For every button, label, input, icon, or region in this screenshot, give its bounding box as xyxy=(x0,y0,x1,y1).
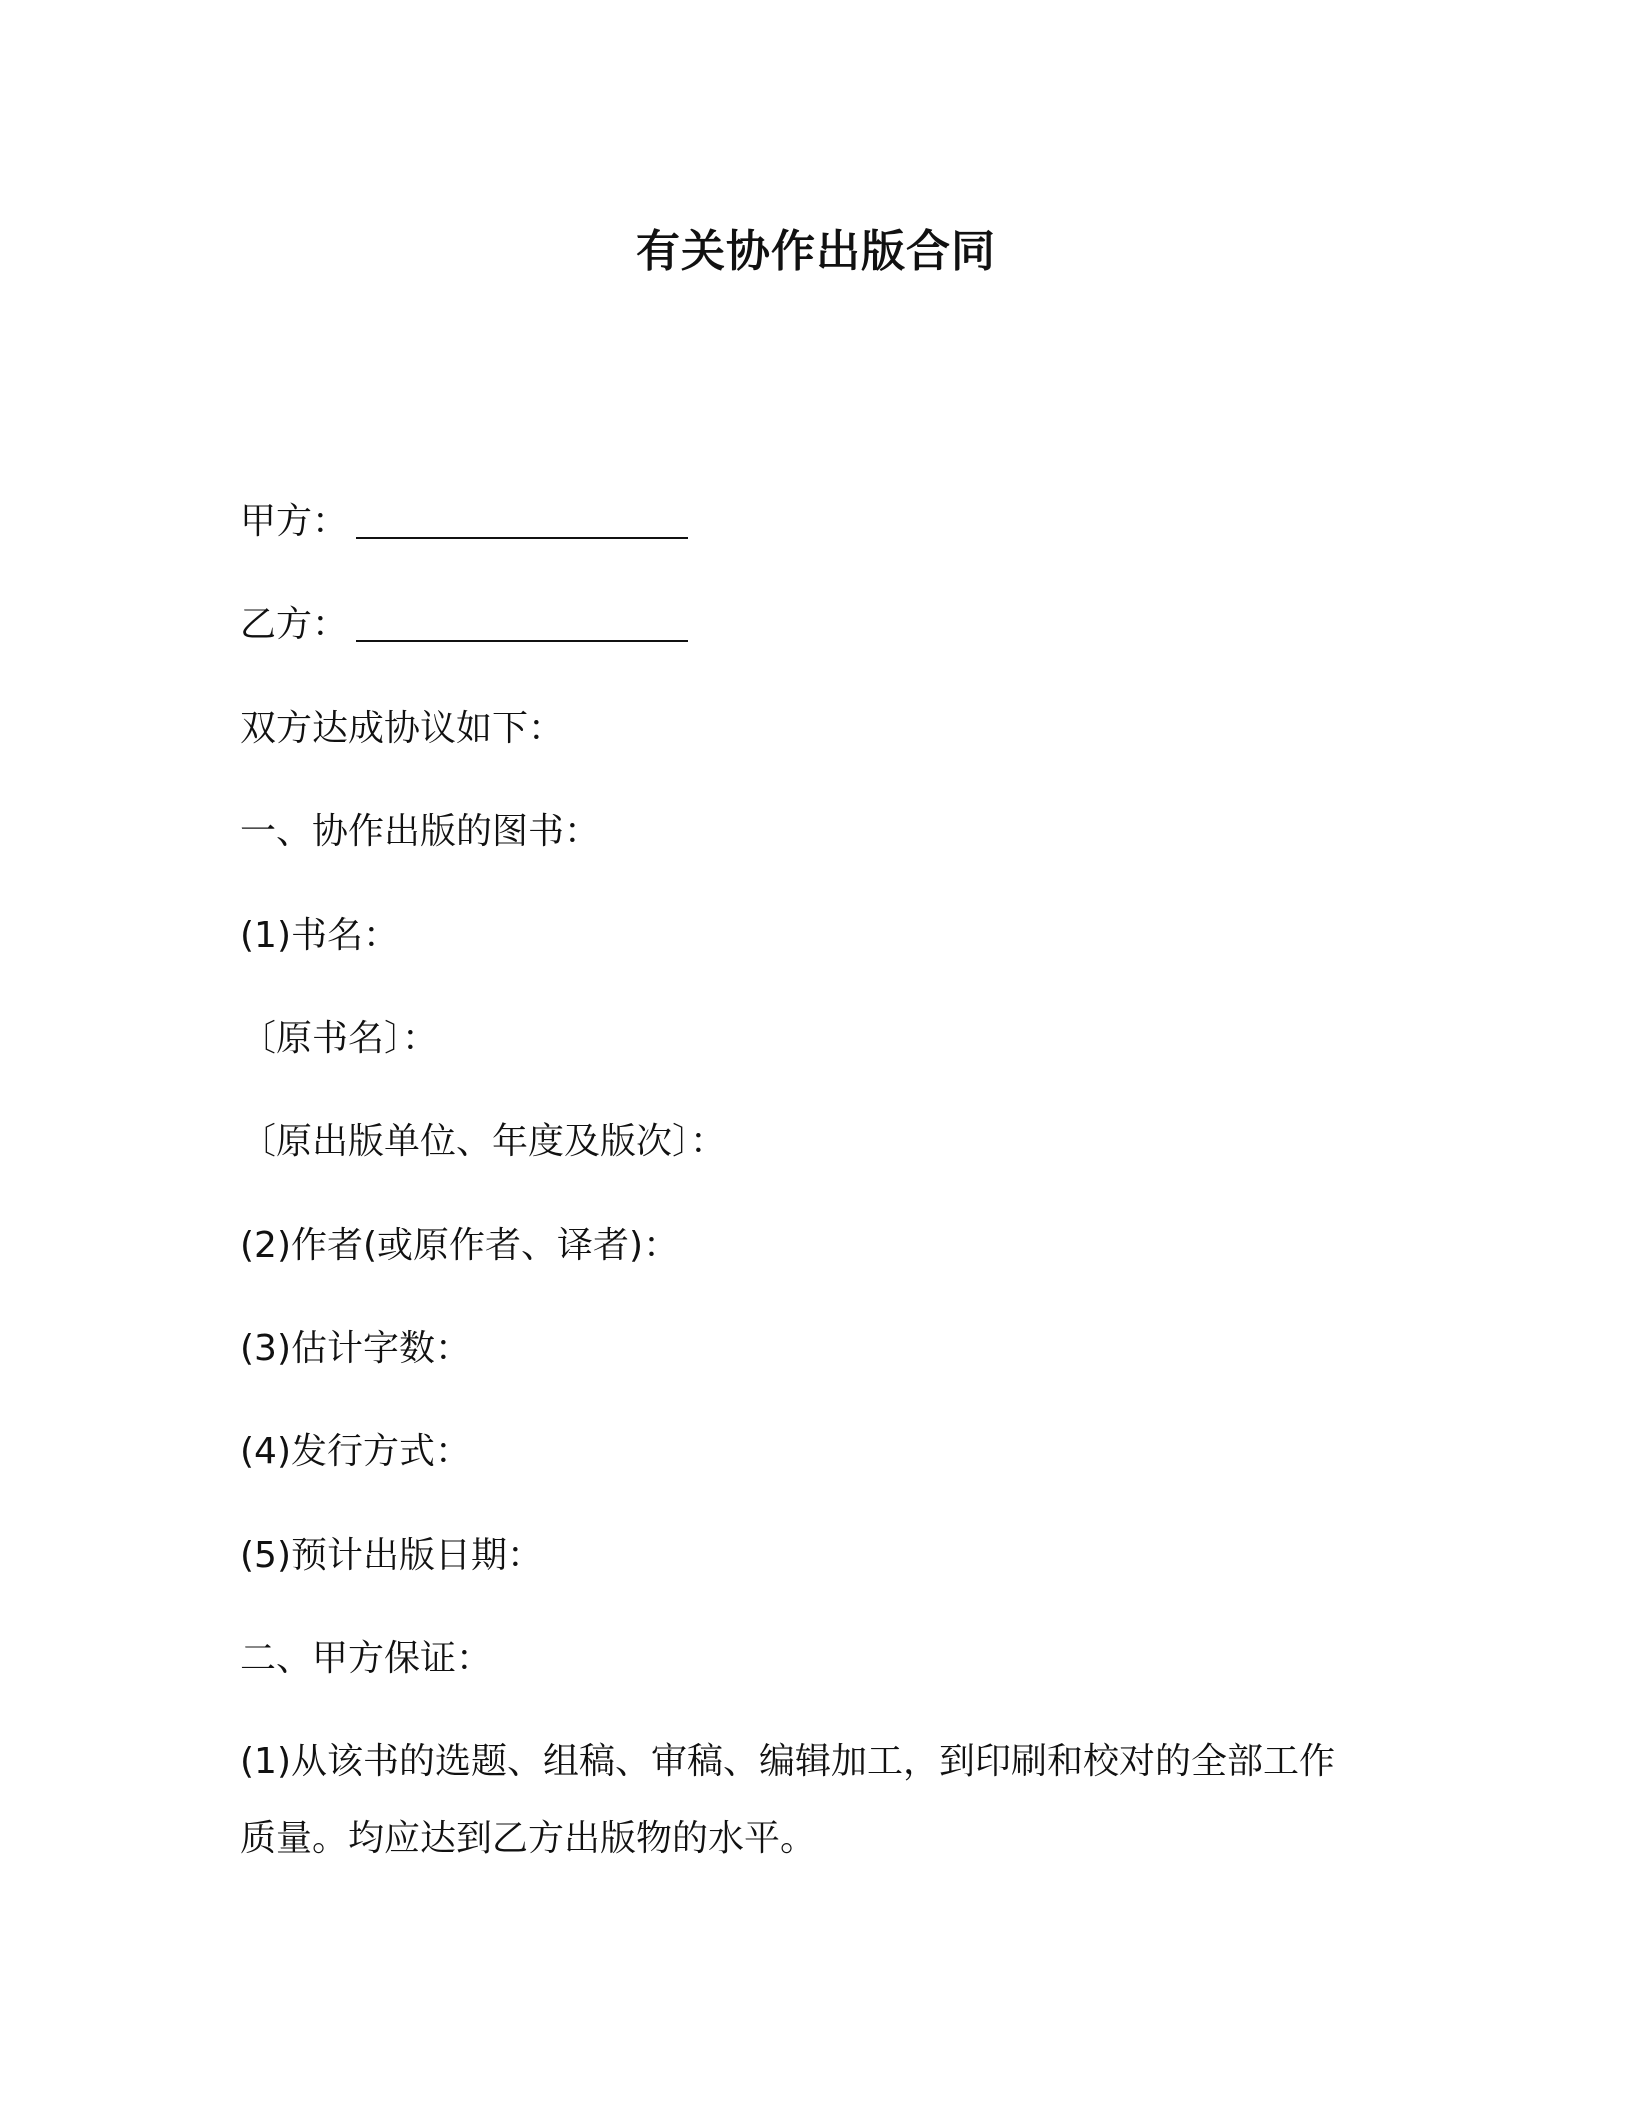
author-item: (2)作者(或原作者、译者)： xyxy=(240,1225,680,1266)
party-a-label: 甲方： xyxy=(240,501,349,542)
section-1-heading: 一、协作出版的图书： xyxy=(240,811,601,852)
section-2-heading: 二、甲方保证： xyxy=(240,1638,493,1679)
publish-date-item: (5)预计出版日期： xyxy=(240,1535,543,1576)
original-publisher-item: 〔原出版单位、年度及版次〕： xyxy=(240,1121,727,1162)
word-count-item: (3)估计字数： xyxy=(240,1328,471,1369)
party-b-line xyxy=(240,601,688,649)
party-b-blank[interactable] xyxy=(356,610,688,642)
section-2-item-1-line-1: (1)从该书的选题、组稿、审稿、编辑加工，到印刷和校对的全部工作 xyxy=(240,1741,1335,1782)
document-title: 有关协作出版合同 xyxy=(636,226,996,277)
distribution-item: (4)发行方式： xyxy=(240,1431,471,1472)
book-name-item: (1)书名： xyxy=(240,915,399,956)
party-a-line xyxy=(240,498,688,546)
agreement-intro: 双方达成协议如下： xyxy=(240,708,565,749)
party-a-blank[interactable] xyxy=(356,507,688,539)
party-b-label: 乙方： xyxy=(240,604,349,645)
section-2-item-1-line-2: 质量。均应达到乙方出版物的水平。 xyxy=(240,1818,817,1859)
original-name-item: 〔原书名〕： xyxy=(240,1018,439,1059)
